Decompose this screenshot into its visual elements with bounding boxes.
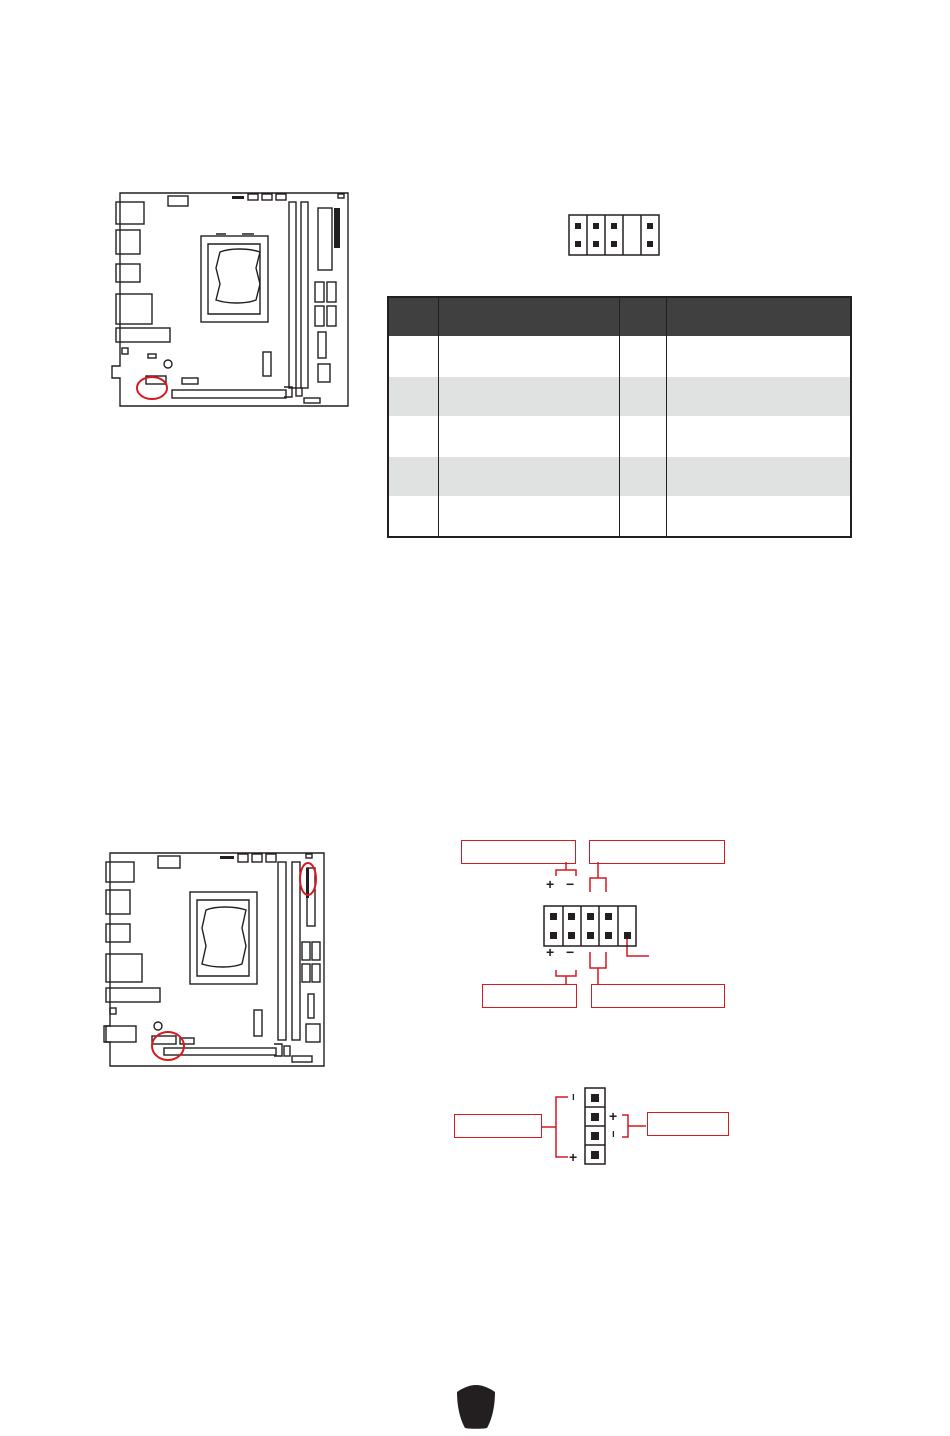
table-cell — [619, 457, 666, 497]
table-cell — [388, 417, 438, 457]
polarity-bottom-plus: + — [546, 944, 555, 960]
polarity-bottom-minus: − — [566, 944, 575, 960]
motherboard-diagram-1 — [108, 188, 353, 410]
table-cell — [619, 497, 666, 538]
table-cell — [619, 337, 666, 377]
four-pin-label-left — [454, 1114, 542, 1138]
table-cell — [666, 497, 851, 538]
footer-logo — [455, 1383, 497, 1431]
table-cell — [666, 377, 851, 417]
table-cell — [388, 377, 438, 417]
front-panel-pin-header-small — [568, 214, 660, 256]
table-row — [388, 417, 851, 457]
shield-logo-icon — [455, 1383, 497, 1431]
table-cell — [438, 457, 619, 497]
table-cell — [619, 417, 666, 457]
table-header-row — [388, 297, 851, 337]
label-bottom-right — [591, 984, 725, 1008]
polarity-top-plus: + — [546, 876, 555, 892]
table-cell — [438, 377, 619, 417]
motherboard-layout-2 — [102, 848, 332, 1070]
table-cell — [388, 337, 438, 377]
table-cell — [438, 417, 619, 457]
four-pin-connector-detail — [540, 1086, 650, 1166]
four-pin-connector-diagram — [540, 1086, 650, 1166]
pin-header-icon — [568, 214, 660, 256]
four-pin-label-right — [647, 1112, 729, 1136]
table-cell — [666, 457, 851, 497]
motherboard-diagram-2 — [102, 848, 332, 1070]
table-header-cell — [438, 297, 619, 337]
motherboard-layout-1 — [108, 188, 353, 410]
table-cell — [619, 377, 666, 417]
polarity-top-minus: − — [566, 876, 575, 892]
pin-definition-table — [387, 296, 852, 538]
table-cell — [666, 337, 851, 377]
four-pin-polarity-left-bottom: + — [569, 1149, 578, 1165]
table-cell — [388, 497, 438, 538]
table-header-cell — [619, 297, 666, 337]
table-cell — [438, 497, 619, 538]
four-pin-polarity-right-top: + — [609, 1108, 618, 1124]
four-pin-polarity-left-top: − — [566, 1093, 581, 1101]
table-cell — [388, 457, 438, 497]
table-cell — [666, 417, 851, 457]
table-row — [388, 337, 851, 377]
table-cell — [438, 337, 619, 377]
four-pin-polarity-right-bottom: − — [606, 1130, 621, 1138]
table-row — [388, 377, 851, 417]
table-header-cell — [666, 297, 851, 337]
table-header-cell — [388, 297, 438, 337]
label-bottom-left — [482, 984, 577, 1008]
table-row — [388, 457, 851, 497]
table-row — [388, 497, 851, 538]
